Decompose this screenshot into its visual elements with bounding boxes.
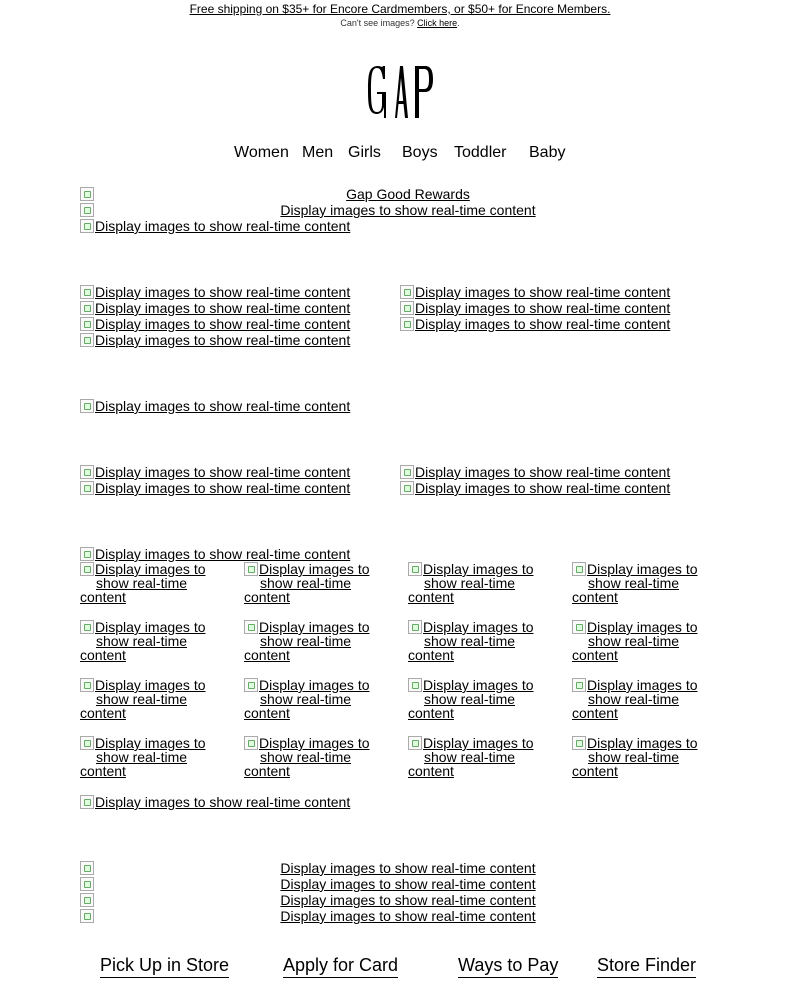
grid-alt-line2: show real-time xyxy=(588,633,680,649)
click-here-link[interactable]: Click here xyxy=(417,18,458,28)
grid-alt-line1: Display images to xyxy=(587,619,698,635)
grid-alt-line1: Display images to xyxy=(423,735,534,751)
broken-image-icon xyxy=(244,678,258,692)
grid-product-image[interactable] xyxy=(572,562,708,604)
broken-image-icon xyxy=(80,795,94,809)
grid-product-image[interactable] xyxy=(244,620,380,662)
broken-image-icon xyxy=(572,678,586,692)
grid-alt-line1: Display images to xyxy=(259,561,370,577)
grid-alt-line1: Display images to xyxy=(259,619,370,635)
broken-image-icon xyxy=(244,562,258,576)
grid-header-image[interactable]: Display images to show real-time content xyxy=(80,546,350,562)
grid-product-image[interactable] xyxy=(80,620,216,662)
grid-product-image[interactable] xyxy=(80,562,216,604)
right-image-5[interactable]: Display images to show real-time content xyxy=(400,480,670,496)
grid-alt-line1: Display images to xyxy=(95,735,206,751)
broken-image-icon xyxy=(244,620,258,634)
broken-image-icon xyxy=(80,399,94,413)
broken-image-icon xyxy=(572,562,586,576)
grid-product-image[interactable] xyxy=(408,736,544,778)
grid-alt-line3: content xyxy=(572,647,618,663)
broken-image-icon xyxy=(244,736,258,750)
nav-boys[interactable]: Boys xyxy=(402,144,438,161)
grid-alt-line3: content xyxy=(244,763,290,779)
left-image-3[interactable]: Display images to show real-time content xyxy=(80,316,350,332)
broken-image-icon xyxy=(80,219,94,233)
grid-alt-line1: Display images to xyxy=(587,735,698,751)
broken-image-icon xyxy=(80,187,94,201)
cant-see-images: Can't see images? Click here. xyxy=(340,18,460,28)
nav-baby[interactable]: Baby xyxy=(529,144,566,161)
grid-alt-line3: content xyxy=(244,589,290,605)
broken-image-icon xyxy=(400,285,414,299)
broken-image-icon xyxy=(80,481,94,495)
grid-alt-line1: Display images to xyxy=(95,677,206,693)
broken-image-icon xyxy=(80,678,94,692)
grid-alt-line2: show real-time xyxy=(424,575,516,591)
grid-product-image[interactable] xyxy=(80,678,216,720)
grid-alt-line3: content xyxy=(80,705,126,721)
grid-alt-line2: show real-time xyxy=(588,749,680,765)
broken-image-icon xyxy=(408,562,422,576)
grid-alt-line2: show real-time xyxy=(96,691,188,707)
broken-image-icon xyxy=(80,317,94,331)
mid-banner-image[interactable]: Display images to show real-time content xyxy=(80,398,350,414)
category-nav xyxy=(0,143,800,165)
grid-alt-line2: show real-time xyxy=(260,575,352,591)
grid-alt-line3: content xyxy=(408,589,454,605)
grid-alt-line2: show real-time xyxy=(260,633,352,649)
apply-for-card-link[interactable]: Apply for Card xyxy=(283,954,398,978)
grid-product-image[interactable] xyxy=(80,736,216,778)
nav-women[interactable]: Women xyxy=(234,144,289,161)
broken-image-icon xyxy=(408,678,422,692)
grid-product-image[interactable] xyxy=(244,678,380,720)
grid-alt-line2: show real-time xyxy=(96,575,188,591)
grid-alt-line2: show real-time xyxy=(96,633,188,649)
grid-alt-line3: content xyxy=(80,647,126,663)
grid-alt-line2: show real-time xyxy=(424,749,516,765)
broken-image-icon xyxy=(400,481,414,495)
grid-alt-line3: content xyxy=(80,763,126,779)
broken-image-icon xyxy=(408,620,422,634)
grid-alt-line3: content xyxy=(408,647,454,663)
bottom-banner-image[interactable]: Display images to show real-time content xyxy=(80,794,350,810)
grid-alt-line2: show real-time xyxy=(588,691,680,707)
grid-alt-line1: Display images to xyxy=(259,677,370,693)
footer-image-1[interactable]: Display images to show real-time content xyxy=(80,860,736,876)
grid-alt-line1: Display images to xyxy=(95,561,206,577)
pick-up-in-store-link[interactable]: Pick Up in Store xyxy=(100,954,229,978)
promo-link[interactable]: Free shipping on $35+ for Encore Cardmembers, or $50+ for Encore Members. xyxy=(189,2,611,16)
promo-bar xyxy=(0,2,800,16)
broken-image-icon xyxy=(408,736,422,750)
grid-alt-line3: content xyxy=(80,589,126,605)
broken-image-icon xyxy=(80,893,94,907)
broken-image-icon xyxy=(80,736,94,750)
footer-image-3[interactable]: Display images to show real-time content xyxy=(80,892,736,908)
banner-image[interactable]: Display images to show real-time content xyxy=(80,218,350,234)
broken-image-icon xyxy=(80,909,94,923)
footer-image-2[interactable]: Display images to show real-time content xyxy=(80,876,736,892)
broken-image-icon xyxy=(572,736,586,750)
grid-alt-line1: Display images to xyxy=(95,619,206,635)
nav-girls[interactable]: Girls xyxy=(348,144,381,161)
store-finder-link[interactable]: Store Finder xyxy=(597,954,696,978)
gap-logo[interactable] xyxy=(360,60,440,120)
broken-image-icon xyxy=(572,620,586,634)
grid-alt-line3: content xyxy=(244,647,290,663)
broken-image-icon xyxy=(80,301,94,315)
grid-alt-line3: content xyxy=(408,705,454,721)
ways-to-pay-link[interactable]: Ways to Pay xyxy=(458,954,558,978)
grid-alt-line3: content xyxy=(572,589,618,605)
grid-product-image[interactable] xyxy=(244,736,380,778)
grid-alt-line3: content xyxy=(408,763,454,779)
right-image-3[interactable]: Display images to show real-time content xyxy=(400,316,670,332)
nav-men[interactable]: Men xyxy=(302,144,334,161)
right-image-4[interactable]: Display images to show real-time content xyxy=(400,464,670,480)
grid-alt-line2: show real-time xyxy=(424,691,516,707)
left-image-6[interactable]: Display images to show real-time content xyxy=(80,480,350,496)
nav-toddler[interactable]: Toddler xyxy=(454,144,507,161)
grid-product-image[interactable] xyxy=(408,562,544,604)
broken-image-icon xyxy=(80,203,94,217)
cant-see-text: Can't see images? xyxy=(340,18,415,28)
left-image-1[interactable]: Display images to show real-time content xyxy=(80,284,350,300)
left-image-2[interactable]: Display images to show real-time content xyxy=(80,300,350,316)
grid-alt-line3: content xyxy=(572,763,618,779)
grid-alt-line1: Display images to xyxy=(587,677,698,693)
broken-image-icon xyxy=(80,333,94,347)
gap-logo-icon xyxy=(360,60,440,120)
grid-product-image[interactable] xyxy=(572,678,708,720)
grid-product-image[interactable] xyxy=(572,620,708,662)
broken-image-icon xyxy=(80,562,94,576)
broken-image-icon xyxy=(80,861,94,875)
grid-alt-line2: show real-time xyxy=(424,633,516,649)
grid-alt-line1: Display images to xyxy=(423,677,534,693)
grid-alt-line1: Display images to xyxy=(423,619,534,635)
broken-image-icon xyxy=(80,620,94,634)
grid-alt-line1: Display images to xyxy=(587,561,698,577)
broken-image-icon xyxy=(80,547,94,561)
right-image-1[interactable]: Display images to show real-time content xyxy=(400,284,670,300)
grid-alt-line1: Display images to xyxy=(423,561,534,577)
hero-image[interactable] xyxy=(80,202,736,218)
broken-image-icon xyxy=(80,465,94,479)
left-image-4[interactable]: Display images to show real-time content xyxy=(80,332,350,348)
grid-alt-line3: content xyxy=(572,705,618,721)
left-image-5[interactable]: Display images to show real-time content xyxy=(80,464,350,480)
right-image-2[interactable]: Display images to show real-time content xyxy=(400,300,670,316)
broken-image-icon xyxy=(80,877,94,891)
rewards-banner[interactable] xyxy=(80,186,736,202)
broken-image-icon xyxy=(400,301,414,315)
broken-image-icon xyxy=(80,285,94,299)
grid-product-image[interactable] xyxy=(408,678,544,720)
hero-image-link[interactable]: Display images to show real-time content xyxy=(280,202,536,218)
grid-alt-line2: show real-time xyxy=(260,749,352,765)
grid-product-image[interactable] xyxy=(244,562,380,604)
rewards-link[interactable]: Gap Good Rewards xyxy=(346,186,470,202)
footer-image-4[interactable]: Display images to show real-time content xyxy=(80,908,736,924)
broken-image-icon xyxy=(400,317,414,331)
broken-image-icon xyxy=(400,465,414,479)
grid-alt-line2: show real-time xyxy=(260,691,352,707)
grid-alt-line1: Display images to xyxy=(259,735,370,751)
grid-alt-line3: content xyxy=(244,705,290,721)
grid-alt-line2: show real-time xyxy=(96,749,188,765)
grid-alt-line2: show real-time xyxy=(588,575,680,591)
grid-product-image[interactable] xyxy=(572,736,708,778)
grid-product-image[interactable] xyxy=(408,620,544,662)
